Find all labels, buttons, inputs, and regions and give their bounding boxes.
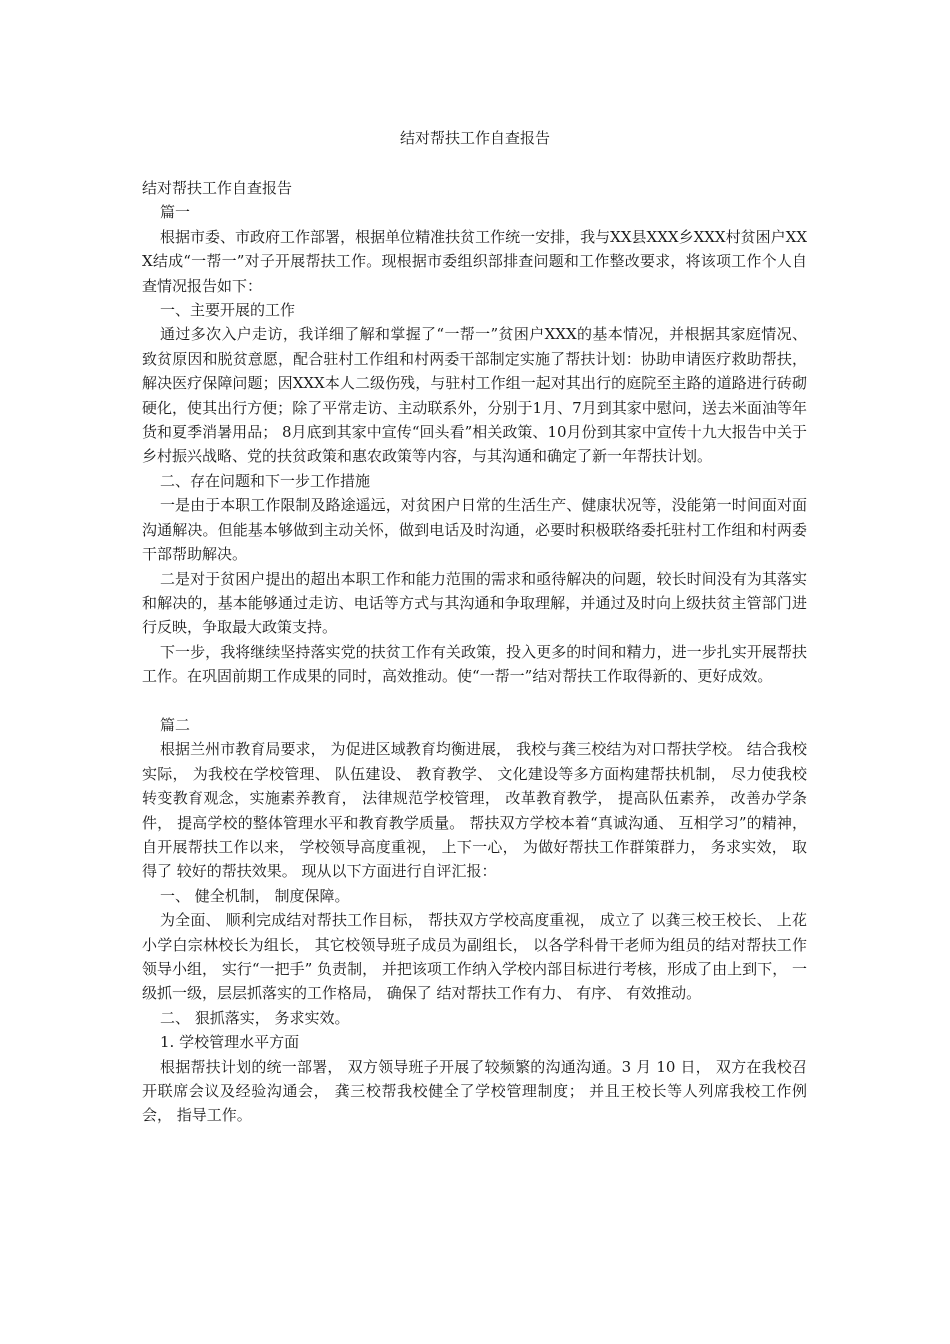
subheading: 二、存在问题和下一步工作措施 (160, 471, 371, 490)
section-spacer (142, 689, 807, 713)
body-title: 结对帮扶工作自查报告 (142, 179, 293, 197)
section-heading-part1: 篇一 (160, 203, 191, 222)
paragraph: 根据市委、市政府工作部署，根据单位精准扶贫工作统一安排，我与XX县XXX乡XXX村贫困户XXX结成“一帮一”对子开展帮扶工作。现根据市委组织部排查问题和工作整改要求，将该项工作个人自查情况报告如下： (142, 227, 807, 295)
document-body (142, 176, 807, 1128)
subheading: 1. 学校管理水平方面 (160, 1033, 300, 1052)
subheading: 一、 健全机制， 制度保障。 (160, 886, 350, 905)
paragraph: 根据帮扶计划的统一部署， 双方领导班子开展了较频繁的沟通沟通。3 月 10 日， 双方在我校召开联席会议及经验沟通会， 龚三校帮我校健全了学校管理制度； 并且王校长等人列席我校工作例会， 指导工作。 (142, 1057, 807, 1125)
paragraph: 为全面、 顺利完成结对帮扶工作目标， 帮扶双方学校高度重视， 成立了 以龚三校王校长、 上花小学白宗林校长为组长， 其它校领导班子成员为副组长， 以各学科骨干老师为组员的结对帮扶工作领导小组， 实行“一把手” 负责制， 并把该项工作纳入学校内部目标进行考核，形成了由上到下， 一级抓一级，层层抓落实的工作格局， 确保了 结对帮扶工作有力、 有序、 有效推动。 (142, 911, 807, 1003)
subheading: 二、 狠抓落实， 务求实效。 (160, 1008, 350, 1027)
paragraph: 根据兰州市教育局要求， 为促进区域教育均衡进展， 我校与龚三校结为对口帮扶学校。 结合我校实际， 为我校在学校管理、 队伍建设、 教育教学、 文化建设等多方面构建帮扶机制， 尽力使我校转变教育观念，实施素养教育， 法律规范学校管理， 改革教育教学， 提高队伍素养， 改善办学条件， 提高学校的整体管理水平和教育教学质量。 帮扶双方学校本着“真诚沟通、 互相学习”的精神， 自开展帮扶工作以来， 学校领导高度重视， 上下一心， 为做好帮扶工作群策群力， 务求实效， 取得了 较好的帮扶效果。 现从以下方面进行自评汇报： (142, 740, 807, 881)
document-title: 结对帮扶工作自查报告 (399, 129, 550, 147)
paragraph: 通过多次入户走访，我详细了解和掌握了“一帮一”贫困户XXX的基本情况，并根据其家庭情况、致贫原因和脱贫意愿，配合驻村工作组和村两委干部制定实施了帮扶计划：协助申请医疗救助帮扶，解决医疗保障问题；因XXX本人二级伤残，与驻村工作组一起对其出行的庭院至主路的道路进行砖砌硬化，使其出行方便；除了平常走访、主动联系外，分别于1月、7月到其家中慰问，送去米面油等年货和夏季消暑用品； 8月底到其家中宣传“回头看”相关政策、10月份到其家中宣传十九大报告中关于乡村振兴战略、党的扶贫政策和惠农政策等内容，与其沟通和确定了新一年帮扶计划。 (142, 325, 807, 466)
paragraph: 下一步，我将继续坚持落实党的扶贫工作有关政策，投入更多的时间和精力，进一步扎实开展帮扶工作。在巩固前期工作成果的同时，高效推动。使“一帮一”结对帮扶工作取得新的、更好成效。 (142, 642, 807, 686)
paragraph: 一是由于本职工作限制及路途遥远，对贫困户日常的生活生产、健康状况等，没能第一时间面对面沟通解决。但能基本够做到主动关怀，做到电话及时沟通，必要时积极联络委托驻村工作组和村两委干部帮助解决。 (142, 496, 807, 564)
subheading: 一、主要开展的工作 (160, 301, 296, 320)
paragraph: 二是对于贫困户提出的超出本职工作和能力范围的需求和亟待解决的问题，较长时间没有为其落实和解决的，基本能够通过走访、电话等方式与其沟通和争取理解，并通过及时向上级扶贫主管部门进行反映，争取最大政策支持。 (142, 569, 807, 637)
section-heading-part2: 篇二 (160, 715, 191, 734)
